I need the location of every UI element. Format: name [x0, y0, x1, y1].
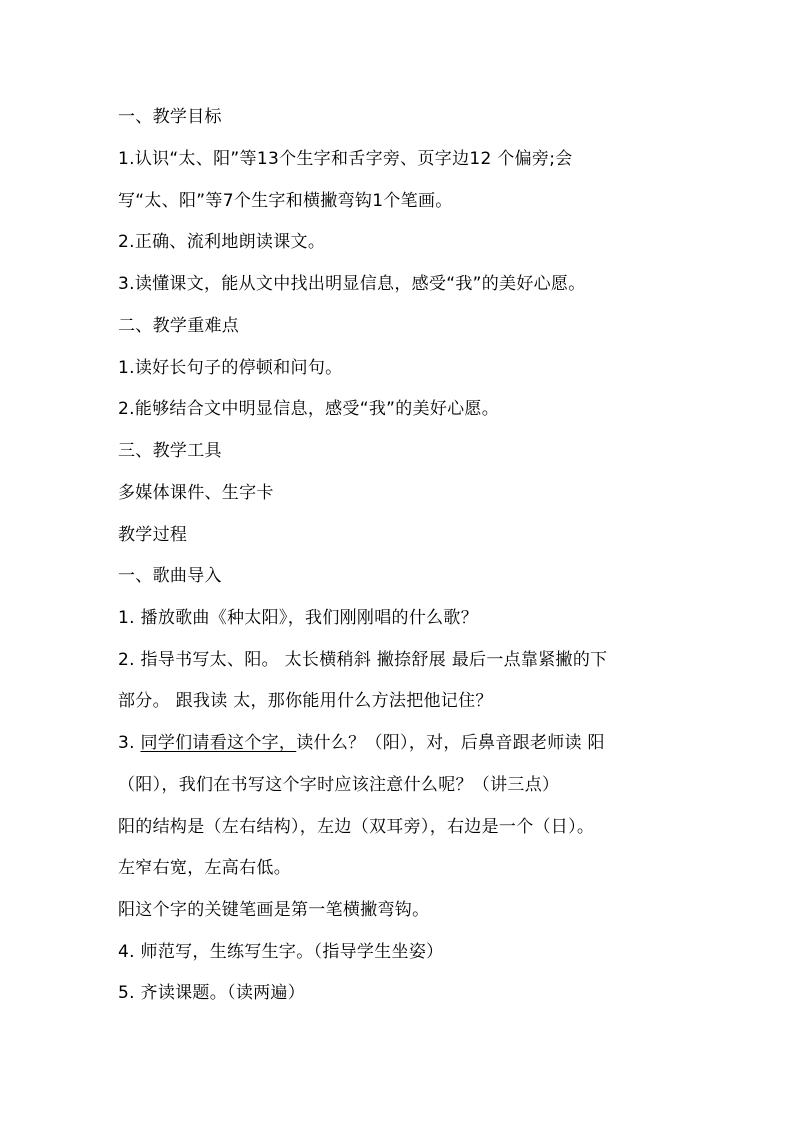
step-3-underlined-text: 同学们请看这个字，: [140, 733, 297, 753]
section-heading-key-points: 二、教学重难点: [118, 316, 240, 336]
step-3-line-1: [118, 732, 698, 754]
step-2-line-1: 2. 指导书写太、阳。 太长横稍斜 撇捺舒展 最后一点靠紧撇的下: [118, 650, 608, 670]
step-3-number: 3.: [118, 733, 141, 753]
step-2-line-2: 部分。 跟我读 太，那你能用什么方法把他记住？: [118, 691, 493, 711]
section-heading-tools: 三、教学工具: [118, 441, 222, 461]
section-heading-objectives: 一、教学目标: [118, 107, 222, 127]
section-heading-process: 教学过程: [118, 525, 188, 545]
objective-1-line-1: 1.认识“太、阳”等13个生字和舌字旁、页字边12 个偏旁;会: [118, 149, 573, 169]
key-point-1: 1.读好长句子的停顿和问句。: [118, 358, 343, 378]
subheading-song-intro: 一、歌曲导入: [118, 566, 222, 586]
key-stroke-line: 阳这个字的关键笔画是第一笔横撇弯钩。: [118, 900, 430, 920]
objective-2: 2.正确、流利地朗读课文。: [118, 232, 326, 252]
tools-text: 多媒体课件、生字卡: [118, 483, 274, 503]
structure-line: 阳的结构是（左右结构），左边（双耳旁），右边是一个（日）。: [118, 817, 595, 837]
step-5: 5. 齐读课题。（读两遍）: [118, 983, 306, 1003]
proportion-line: 左窄右宽，左高右低。: [118, 858, 291, 878]
objective-1-line-2: 写“太、阳”等7个生字和横撇弯钩1个笔画。: [118, 191, 453, 211]
step-3-text: 读什么？（阳），对，后鼻音跟老师读 阳: [296, 733, 605, 753]
step-1: 1. 播放歌曲《种太阳》，我们刚刚唱的什么歌？: [118, 608, 479, 628]
key-point-2: 2.能够结合文中明显信息，感受“我”的美好心愿。: [118, 399, 500, 419]
step-3-line-2: （阳），我们在书写这个字时应该注意什么呢？（讲三点）: [118, 775, 560, 795]
step-4: 4. 师范写，生练写生字。（指导学生坐姿）: [118, 942, 444, 962]
objective-3: 3.读懂课文，能从文中找出明显信息，感受“我”的美好心愿。: [118, 274, 586, 294]
